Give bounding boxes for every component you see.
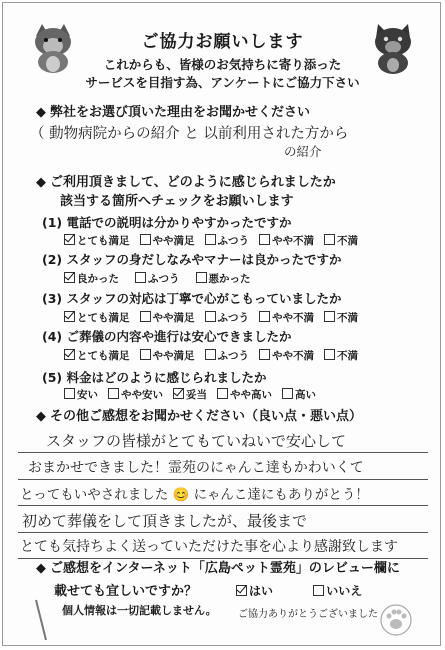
review-options (236, 582, 372, 599)
diamond-icon: ◆ (36, 561, 46, 576)
checkbox-option[interactable] (205, 310, 250, 325)
checkbox-option[interactable] (282, 387, 316, 402)
checkbox-label: ふつう (217, 235, 249, 247)
checkbox[interactable] (205, 311, 216, 322)
privacy-note: 個人情報は一切記載しません。 (62, 604, 217, 617)
checkbox[interactable] (173, 388, 184, 399)
checkbox[interactable] (64, 349, 75, 360)
checkbox-label: 高い (295, 389, 316, 401)
ruled-line (18, 452, 428, 453)
page-title: ご協力お願いします (141, 32, 304, 52)
ruled-line (18, 532, 428, 533)
diamond-icon: ◆ (36, 105, 46, 120)
no-checkbox[interactable] (313, 585, 324, 596)
checkbox-option[interactable] (205, 233, 250, 248)
checkbox-label: やや満足 (152, 235, 195, 247)
checkbox[interactable] (140, 349, 151, 360)
checkbox[interactable] (217, 388, 228, 399)
checkbox-option[interactable] (259, 310, 314, 325)
comment-line-4: 初めて葬儀をして頂きましたが、最後まで (22, 512, 308, 530)
checkbox[interactable] (324, 349, 335, 360)
impression-options-2 (64, 271, 267, 286)
checkbox[interactable] (324, 234, 335, 245)
impression-options-5 (64, 387, 326, 402)
checkbox-option[interactable] (108, 387, 163, 402)
checkbox-label: 良かった (77, 273, 119, 285)
impression-question-3: (3) スタッフの対応は丁寧で心がこもっていましたか (42, 291, 342, 306)
impression-options-4 (64, 348, 368, 363)
comment-line-5: とても気持ちよく送っていただけた事を心より感謝致します (20, 539, 398, 555)
review-yes-option[interactable]: はい (236, 582, 273, 599)
checkbox-option[interactable] (259, 233, 314, 248)
checkbox-label: ふつう (217, 312, 249, 324)
checkbox-option[interactable] (64, 387, 98, 402)
comment-line-2: おまかせできました！霊苑のにゃんこ達もかわいくて (28, 460, 364, 476)
reason-heading: ◆ 弊社をお選び頂いた理由をお聞かせください (36, 105, 311, 120)
checkbox-option[interactable] (196, 271, 251, 286)
checkbox-label: やや安い (121, 389, 163, 401)
checkbox-label: 不満 (337, 350, 358, 362)
impression-question-5: (5) 料金はどのように感じられましたか (42, 370, 267, 385)
checkbox-option[interactable] (64, 348, 130, 363)
paw-stamp-icon (376, 598, 416, 638)
checkbox[interactable] (205, 234, 216, 245)
pen-stroke-mark (34, 598, 48, 642)
checkbox-option[interactable] (64, 233, 130, 248)
checkbox-option[interactable] (64, 271, 119, 286)
checkbox-option[interactable] (217, 387, 272, 402)
impression-question-2: (2) スタッフの身だしなみやマナーは良かったですか (42, 252, 342, 267)
checkbox-label: やや不満 (272, 235, 314, 247)
checkbox-label: ふつう (217, 350, 249, 362)
checkbox-label: やや満足 (152, 350, 195, 362)
checkbox-label: やや不満 (272, 312, 314, 324)
checkbox-option[interactable] (64, 310, 130, 325)
reason-answer-line-2: の紹介 (284, 144, 322, 159)
checkbox[interactable] (196, 272, 207, 283)
checkbox-label: やや高い (230, 389, 272, 401)
checkbox[interactable] (205, 349, 216, 360)
checkbox-option[interactable] (140, 348, 195, 363)
checkbox[interactable] (140, 234, 151, 245)
checkbox[interactable] (324, 311, 335, 322)
impression-question-1: (1) 電話での説明は分かりやすかったですか (42, 215, 292, 230)
impression-options-3 (64, 310, 368, 325)
ruled-line (18, 505, 428, 506)
review-heading: ◆ ご感想をインターネット「広島ペット霊苑」のレビュー欄に (36, 561, 400, 576)
checkbox[interactable] (64, 311, 75, 322)
checkbox[interactable] (108, 388, 119, 399)
checkbox[interactable] (140, 311, 151, 322)
comment-line-1: スタッフの皆様がとてもていねいで安心して (46, 432, 347, 450)
impression-heading: ◆ ご利用頂きまして、どのように感じられましたか (36, 175, 336, 190)
checkbox-label: とても満足 (77, 235, 130, 247)
checkbox[interactable] (64, 272, 75, 283)
checkbox-label: ふつう (148, 273, 180, 285)
impression-question-4: (4) ご葬儀の内容や進行は安心できましたか (42, 329, 292, 344)
checkbox-label: 悪かった (208, 273, 251, 285)
comment-line-3: とってもいやされました 😊 にゃんこ達にもありがとう！ (20, 487, 369, 503)
thanks-note: ご協力ありがとうございました (238, 609, 378, 620)
checkbox-option[interactable] (140, 233, 195, 248)
intro-line-2: サービスを目指す為、アンケートにご協力下さい (85, 75, 360, 90)
checkbox-label: 安い (77, 389, 98, 401)
checkbox-option[interactable] (259, 348, 314, 363)
checkbox-option[interactable] (173, 387, 207, 402)
checkbox[interactable] (259, 311, 270, 322)
checkbox-option[interactable] (140, 310, 195, 325)
comments-heading: ◆ その他ご感想をお聞かせください（良い点・悪い点） (36, 409, 363, 424)
review-question: 載せても宜しいですか？ (54, 584, 198, 599)
ruled-line (18, 479, 428, 480)
checkbox[interactable] (282, 388, 293, 399)
checkbox[interactable] (259, 234, 270, 245)
diamond-icon: ◆ (36, 409, 46, 424)
diamond-icon: ◆ (36, 175, 46, 190)
checkbox[interactable] (64, 388, 75, 399)
checkbox[interactable] (135, 272, 146, 283)
checkbox-label: 不満 (337, 235, 358, 247)
review-no-option[interactable]: いいえ (313, 582, 362, 599)
impression-options-1 (64, 233, 368, 248)
checkbox-option[interactable] (205, 348, 250, 363)
checkbox-option[interactable] (324, 233, 358, 248)
impression-subheading: 該当する箇所へチェックをお願いします (60, 194, 294, 209)
checkbox-label: とても満足 (77, 312, 130, 324)
checkbox-label: やや不満 (272, 350, 314, 362)
intro-line-1: これからも、皆様のお気持ちに寄り添った (103, 57, 342, 72)
checkbox-label: やや満足 (152, 312, 195, 324)
yes-checkbox[interactable] (236, 585, 247, 596)
checkbox-label: 不満 (337, 312, 358, 324)
checkbox-label: 妥当 (186, 389, 207, 401)
checkbox-option[interactable] (324, 348, 358, 363)
reason-answer-line-1: （ 動物病院からの紹介 と 以前利用された方から (30, 126, 349, 142)
checkbox-option[interactable] (324, 310, 358, 325)
checkbox[interactable] (64, 234, 75, 245)
checkbox-option[interactable] (135, 271, 180, 286)
checkbox-label: とても満足 (77, 350, 130, 362)
checkbox[interactable] (259, 349, 270, 360)
